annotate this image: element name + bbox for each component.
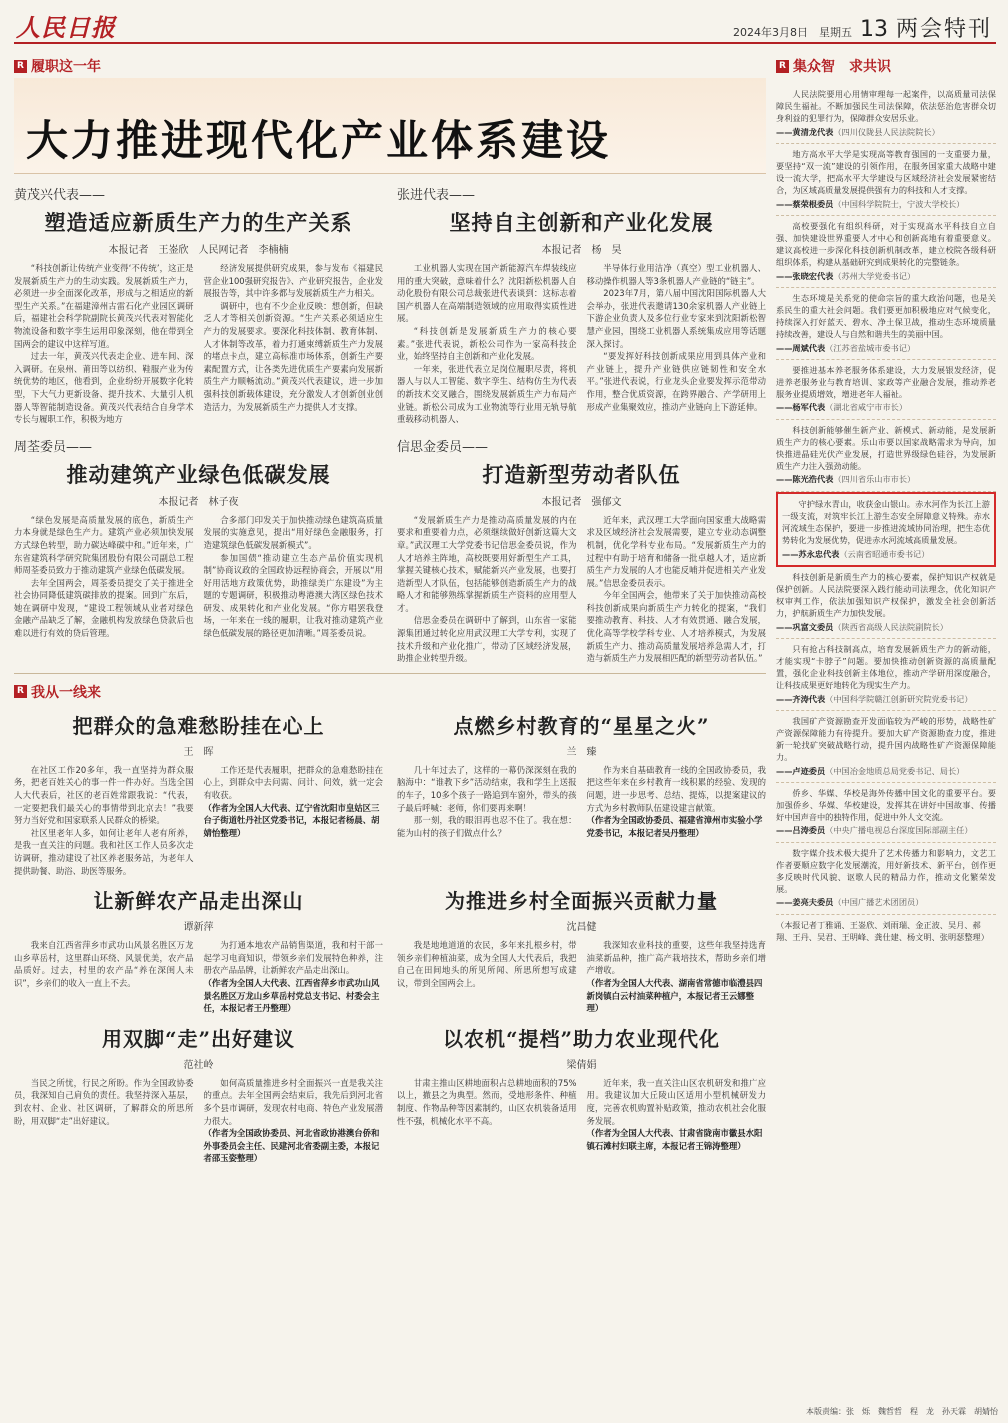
member-org: （苏州大学党委书记） [833,270,916,281]
author-note: （作者为全国人大代表、湖南省常德市临澧县四新岗镇白云村油菜种植户，本报记者王云娜整理） [586,977,763,1014]
article-rep: 周荃委员—— [14,439,93,455]
article-paragraph: 工业机器人实现在国产新能源汽车焊装线应用的重大突破，意味着什么？沈阳新松机器人自动化股份有限公司总裁张进代表谈到：这标志着国产机器人在高端制造领域的应用取得实质性进展。 [397,263,577,324]
opinion-item [776,216,996,288]
r-icon: R [14,60,27,73]
article-huang [14,184,383,426]
member-name: ——姜亮夫委员 [776,897,834,908]
opinion-text: 我国矿产资源勘查开发面临较为严峻的形势，战略性矿产资源保障能力有待提升。要加大矿产资源勘查力度，推进新一轮找矿突破战略行动，提升国内战略性矿产资源保障能力。 [776,715,996,763]
headline-banner [14,78,766,174]
opinion-item [776,360,996,420]
opinion-text: 地方高水平大学是实现高等教育强国的一支重要力量，要坚持“双一流”建设的引领作用，在服务国家重大战略中建设一流大学，把高水平大学建设与区域经济社会发展紧密结合，为区域高质量发展提供强有力的科技和人才支撑。 [776,148,996,196]
opinion-signature [776,342,996,354]
article-title: 打造新型劳动者队伍 [482,461,681,487]
page-headline: 大力推进现代化产业体系建设 [26,116,612,165]
section-tag-consensus [776,56,996,76]
article-paragraph: 几十年过去了，这样的一幕仍深深刻在我的脑海中：“谁教下乡”活动结束，我和学生上送报的车子，10多个孩子一路追到车窗外，带头的孩子最后呼喊：老师，你们要再来啊！ [397,764,577,813]
article-paragraph: 那一刻，我的眼泪再也忍不住了。我在想：能为山村的孩子们做点什么？ [397,815,577,838]
article-paragraph: 2023年7月，第八届中国沈阳国际机器人大会举办，张进代表邀请130余家机器人产业链上下游企业负责人及多位行业专家来到沈阳新松智慧产业园，围绕工业机器人系统集成应用等话题深入探讨。 [586,288,766,349]
newspaper-logo: 人民日报 [16,13,116,42]
article-author: 本报记者 强郁文 [541,496,622,508]
opinion-list [776,84,996,915]
article-paragraph: 为打通本地农产品销售渠道，我和村干部一起学习电商知识，带领乡亲们发展特色种养，注册农产品品牌，让新鲜农产品走出深山。 [203,940,383,976]
sidebar-column [776,56,996,943]
opinion-item [776,711,996,783]
frontline-article [397,1015,766,1165]
article-title: 把群众的急难愁盼挂在心上 [72,713,325,738]
opinion-signature [776,765,996,777]
article-title: 让新鲜农产品走出深山 [93,889,304,914]
article-author: 兰 臻 [566,746,597,758]
opinion-item [776,639,996,711]
opinion-signature [776,198,996,210]
article-paragraph: 在社区工作20多年，我一直坚持为群众服务，把老百姓关心的事一件一件办好。当选全国人大代表后，社区的老百姓常跟我说：“代表，一定要把我们最关心的事情带到北京去！”我要努力当好党和国家联系人民群众的桥梁。 [14,764,194,826]
member-name: ——陈光浩代表 [776,474,834,485]
article-xin [397,436,766,665]
member-name: ——杨军代表 [776,402,826,413]
article-author: 谭新萍 [183,922,214,934]
page-info [733,12,992,43]
opinion-item [776,567,996,639]
opinion-text: 人民法院要用心用情审理每一起案件，以高质量司法保障民生福祉。不断加强民生司法保障，依法惩治危害群众切身利益的犯罪行为，保障群众安居乐业。 [776,89,996,124]
r-icon: R [14,685,27,698]
member-org: （四川省乐山市市长） [833,474,916,485]
article-author: 本报记者 王崟欣 人民网记者 李楠楠 [108,245,289,256]
opinion-item [776,843,996,915]
section-frontline [14,682,766,1165]
article-paragraph: 当民之所忧，行民之所盼。作为全国政协委员，我深知自己肩负的责任。我坚持深入基层，到农村、企业、社区调研，了解群众的所思所盼，用双脚“走”出好建议。 [14,1077,194,1126]
member-name: ——卢迹委员 [776,765,826,776]
opinion-signature [776,621,996,633]
r-icon: R [776,60,789,73]
article-author: 范社岭 [183,1059,214,1071]
opinion-text: 侨乡、华媒、华校是海外传播中国文化的重要平台。要加强侨乡、华媒、华校建设，发挥其在讲好中国故事、传播好中国声音中的独特作用，促进中外人文交流。 [776,787,996,823]
article-rep: 张进代表—— [397,188,476,203]
article-author: 本报记者 杨 昊 [541,245,622,256]
author-note: （作者为全国人大代表、江西省萍乡市武功山风景名胜区万龙山乡草岳村党总支书记、村委会主任，本报记者王丹整理） [203,977,380,1014]
member-org: （陕西省高级人民法院副院长） [833,621,948,632]
article-title: 为推进乡村全面振兴贡献力量 [445,889,718,914]
section-tag-frontline [14,682,766,702]
article-zhang [397,184,766,426]
opinion-signature [776,896,996,908]
main-column [14,56,766,1165]
opinion-item [776,288,996,360]
article-paragraph: 今年全国两会，他带来了关于加快推动高校科技创新成果向新质生产力转化的提案，“我们要推动教育、科技、人才有效贯通、融合发展，优化高等学校学科专业、人才培养模式，为发展新质生产力、推动高质量发展培养急需人才，打造与新质生产力发展相匹配的新型劳动者队伍。” [586,590,766,664]
member-name: ——吕涛委员 [776,825,826,836]
opinion-signature [776,401,996,413]
author-note: （作者为全国人大代表、辽宁省沈阳市皇姑区三台子街道牡丹社区党委书记，本报记者杨晨、胡婧怡整理） [203,802,380,838]
opinion-text: 守护绿水青山，收获金山银山。赤水河作为长江上游一级支流，对筑牢长江上游生态安全屏障意义特殊。赤水河流域生态保护，要进一步推进流域协同治理，把生态优势转化为发展优势，促进赤水河流域高质量发展。 [782,498,990,546]
article-paragraph: 经济发展提供研究成果，参与发布《福建民营企业100强研究报告》、产业研究报告，企业发展报告等，其中许多都与发展新质生产力相关。 [203,263,383,299]
opinion-text: 数字媒介技术极大提升了艺术传播力和影响力，文艺工作者要顺应数字化发展潮流，用好新技术、新平台，创作更多反映时代风貌、讴歌人民的精品力作，推动文化繁荣发展。 [776,847,996,895]
member-org: （湖北省咸宁市市长） [825,402,908,413]
article-paragraph: “发展新质生产力是推动高质量发展的内在要求和重要着力点，必须继续做好创新这篇大文章。”武汉理工大学党委书记信思金委员说，作为人才培养主阵地，高校既要用好新型生产工具，掌握关键核心技术，赋能新兴产业发展，也要打造新型人才队伍，包括能够创造新质生产力的战略人才和能够熟练掌握新质生产资料的应用型人才。 [397,514,577,613]
frontline-article [14,877,383,1015]
article-paragraph: 我是地地道道的农民，多年来扎根乡村，带领乡亲们种植油菜，成为全国人大代表后，我把自己在田间地头的所见所闻、所思所想写成建议，带到全国两会上。 [397,940,577,988]
section-tag-label: 集众智 求共识 [793,59,891,75]
page-number: 13 [859,17,888,42]
member-name: ——齐涛代表 [776,693,826,704]
member-org: （中国科学院院士，宁波大学校长） [833,198,965,209]
article-paragraph: 近年来，武汉理工大学面向国家重大战略需求及区域经济社会发展需要，建立专业动态调整机制，优化学科专业布局。“发展新质生产力的过程中有助于培育和储备一批卓越人才，适应新质生产力发展的人才也能反哺并促进相关产业发展。”信思金委员表示。 [586,514,766,588]
article-title: 塑造适应新质生产力的生产关系 [44,210,353,235]
opinion-item [776,783,996,843]
article-paragraph: 一年来，张进代表立足岗位履职尽责，将机器人与以人工智能、数字孪生、结构仿生为代表的新技术交叉融合，围绕发展新质生产力布局产业链。新松公司成为工业物流等行业用无轨导航重载移动机器人、 [397,363,577,425]
article-title: 用双脚“走”出好建议 [101,1026,295,1051]
member-org: （云南省昭通市委书记） [839,548,930,559]
member-name: ——蔡荣根委员 [776,198,834,209]
article-paragraph: 近年来，我一直关注山区农机研发和推广应用。我建议加大丘陵山区适用小型机械研发力度，完善农机购置补贴政策，推动农机社会化服务发展。 [586,1077,766,1126]
member-name: ——苏永忠代表 [782,548,840,559]
article-title: 点燃乡村教育的“星星之火” [453,713,710,738]
member-org: （四川仪陇县人民法院院长） [833,126,940,137]
opinion-signature [782,548,990,560]
member-name: ——张晓宏代表 [776,270,834,281]
article-author: 梁倩娟 [566,1059,597,1071]
article-rep: 黄茂兴代表—— [14,188,106,203]
article-paragraph: 工作还是代表履职，把群众的急难愁盼挂在心上，到群众中去问需、问计、问效，就一定会有收获。 [203,764,383,801]
article-zhou [14,436,383,665]
author-note: （作者为全国政协委员、河北省政协港澳台侨和外事委员会主任、民建河北省委副主委，本报记者邵玉姿整理） [203,1128,380,1164]
article-paragraph: 半导体行业用洁净（真空）型工业机器人、移动操作机器人等3条机器人产业链的“链主”。 [586,263,766,286]
opinion-item [776,144,996,216]
frontline-article [14,702,383,877]
member-org: （江苏省盐城市委书记） [825,342,916,353]
member-name: ——周斌代表 [776,342,826,353]
article-paragraph: 合多部门印发关于加快推动绿色建筑高质量发展的实施意见，提出“用好绿色金融服务，打造建筑绿色低碳发展新模式”。 [203,514,383,550]
member-name: ——黄清龙代表 [776,126,834,137]
issue-date: 2024年3月8日 星期五 [732,26,852,39]
author-note: （作者为全国政协委员、福建省漳州市实验小学党委书记，本报记者吴丹整理） [586,815,763,838]
opinion-text: 科技创新是新质生产力的核心要素，保护知识产权就是保护创新。人民法院要深入践行能动司法理念，优化知识产权审判工作，依法加强知识产权保护，激发全社会创新活力，护航新质生产力加快发展。 [776,571,996,619]
frontline-article [397,702,766,877]
opinion-signature [776,473,996,485]
opinion-signature [776,693,996,705]
opinion-item-highlighted [776,492,996,567]
member-org: （中国冶金地质总局党委书记、局长） [825,765,965,776]
article-paragraph: 过去一年，黄茂兴代表走企业、进车间、深入调研。在泉州、莆田等以纺织、鞋服产业为传统优势的地区，他看到，企业纷纷开展数字化转型，下大气力更新设备、提升技术、大量引人机器人等智能制造设备。黄茂兴代表结合自身学术专长与履职工作，积极为地方 [14,351,194,425]
opinion-text: 科技创新能够催生新产业、新模式、新动能，是发展新质生产力的核心要素。乐山市要以国家战略需求为导向，加快推进晶硅光伏产业发展，打造世界级绿色硅谷，为发展新质生产力注入强劲动能。 [776,424,996,472]
article-paragraph: 作为来自基础教育一线的全国政协委员，我把这些年来在乡村教育一线积累的经验、发现的问题，进一步思考、总结、提炼，以提案建议的方式为乡村教师队伍建设建言献策。 [586,764,766,813]
author-note: （作者为全国人大代表、甘肃省陇南市徽县水阳镇石滩村妇联主席，本报记者王锦涛整理） [586,1128,763,1151]
opinion-item [776,420,996,492]
member-org: （中央广播电视总台深度国际部副主任） [825,825,973,836]
opinion-text: 生态环境是关系党的使命宗旨的重大政治问题，也是关系民生的重大社会问题。我们要更加积极地应对气候变化，持续深入打好蓝天、碧水、净土保卫战，推动生态环境质量持续改善，建设人与自然和谐共生的美丽中国。 [776,292,996,340]
article-rep: 信思金委员—— [397,439,489,455]
article-paragraph: “要发挥好科技创新成果应用到具体产业和产业链上，提升产业链供应链韧性和安全水平。”张进代表说，行业龙头企业要发挥示范带动作用，整合优质资源，在跨界融合、产学研用上形成产业集聚效应，推动产业链向上下游延伸。 [586,351,766,412]
page-category: 两会特刊 [895,17,992,42]
article-paragraph: “科技创新是发展新质生产力的核心要素。”张进代表说，新松公司作为一家高科技企业，始终坚持自主创新和产业化发展。 [397,325,577,362]
section-tag-label: 我从一线来 [31,684,101,701]
article-paragraph: 甘肃主推山区耕地面积占总耕地面积的75%以上，撤县之为典型。然而，受地形条件、种植制度、作物品种等因素制约，山区农机装备适用性不强，机械化水平不高。 [397,1077,577,1126]
opinion-text: 要推进基本养老服务体系建设，大力发展银发经济，促进养老服务业与教育培训、家政等产业融合发展，推动养老服务业提质增效，增进老年人福祉。 [776,364,996,400]
opinion-signature [776,126,996,138]
member-name: ——巩富文委员 [776,621,834,632]
frontline-article [397,877,766,1015]
editor-credits: 本版责编：张 烁 魏哲哲 程 龙 孙天霖 胡婧怡 [806,1407,998,1416]
article-author: 沈昌健 [566,922,597,934]
member-org: （中国科学院赣江创新研究院党委书记） [825,693,973,704]
frontline-article [14,1015,383,1165]
opinion-text: 高校要强化有组织科研，对于实现高水平科技自立自强、加快建设世界重要人才中心和创新高地有着重要意义。建议高校进一步深化科技创新机制改革，建立校院各级科研组织体系，构建从基础研究到成果转化的完整链条。 [776,220,996,268]
article-paragraph: 如何高质量推进乡村全面振兴一直是我关注的重点。去年全国两会结束后，我先后到河北省多个县市调研，发现农村电商、特色产业发展潜力很大。 [203,1077,383,1126]
article-author: 本报记者 林子夜 [158,496,239,508]
article-title: 以农机“提档”助力农业现代化 [442,1026,720,1051]
opinion-signature [776,824,996,836]
article-paragraph: “绿色发展是高质量发展的底色，新质生产力本身就是绿色生产力。建筑产业必须加快发展方式绿色转型，助力碳达峰碳中和。”近年来，广东省建筑科学研究院集团股份有限公司副总工程师周荃委员致力于推动建筑产业绿色低碳发展。 [14,514,194,576]
opinion-item [776,84,996,144]
article-title: 坚持自主创新和产业化发展 [449,210,714,235]
article-paragraph: 社区里老年人多，如何让老年人老有所养，是我一直关注的问题。我和社区工作人员多次走访调研，推动建设了社区养老服务站，为老年人提供助餐、助浴、助医等服务。 [14,827,194,876]
masthead [14,6,996,44]
opinion-text: 只有抢占科技制高点，培育发展新质生产力的新动能，才能实现“卡脖子”问题。要加快推动创新资源的高质量配置，强化企业科技创新主体地位，推动产学研用深度融合，让科技成果更好地转化为现实生产力。 [776,643,996,691]
section-tag-performance [14,56,766,76]
article-paragraph: 去年全国两会，周荃委员提交了关于推进全社会协同降低建筑碳排放的提案。回到广东后，她在调研中发现，“建设工程领域从业者对绿色金融产品缺乏了解，金融机构发放绿色贷款后也难以进行有效的贷后管理。 [14,577,194,639]
article-paragraph: 我深知农业科技的重要，这些年我坚持选育油菜新品种，推广高产栽培技术，帮助乡亲们增产增收。 [586,940,766,976]
member-org: （中国广播艺术团团员） [833,897,924,908]
article-paragraph: 调研中，也有不少企业反映：想创新，但缺乏人才等相关创新资源。“生产关系必须适应生产力的发展要求。要深化科技体制、教育体制、人才体制等改革，着力打通束缚新质生产力发展的堵点卡点，建立高标准市场体系，创新生产要素配置方式，让各类先进优质生产要素向发展新质生产力顺畅流动。”黄茂兴代表建议，进一步加强科技创新载体建设，充分激发人才创新创业创造活力，为发展新质生产力提供人才支撑。 [203,300,383,412]
section-divider [14,673,766,674]
compiler-credits: （本报记者丁雅诵、王崟欣、刘雨瑞、金正波、吴月、郝翔、王丹、吴君、王明峰、龚仕建、杨文明、张明瑟整理） [776,919,989,942]
article-paragraph: 我来自江西省萍乡市武功山风景名胜区万龙山乡草岳村，这里群山环绕、风景优美，农产品品质好。过去，村里的农产品“养在深闺人未识”，乡亲们的收入一直上不去。 [14,940,194,988]
opinion-signature [776,270,996,282]
article-author: 王 晖 [183,746,214,758]
article-title: 推动建筑产业绿色低碳发展 [66,461,331,487]
article-paragraph: “科技创新让传统产业变得‘不传统’，这正是发展新质生产力的生动实践。发展新质生产力，必须进一步全面深化改革，形成与之相适应的新型生产关系。”在福建漳州古雷石化产业园区调研后，福建社会科学院副院长黄茂兴代表对智能化物流设备和数字孪生运用印象深刻，他在带到全国两会的建议中这样写道。 [14,263,194,349]
section-tag-label: 履职这一年 [31,59,101,75]
article-paragraph: 信思金委员在调研中了解到，山东省一家能源集团通过转化应用武汉理工大学专利，实现了技术升级和产业化推广，带动了区域经济发展，助推企业转型升级。 [397,615,577,664]
article-paragraph: 参加国债“推动建立生态产品价值实现机制”协商议政的全国政协远程协商会，开展以“用好用活地方政策优势，助推绿美广东建设”为主题的专题调研，积极推动粤港澳大湾区绿色技术研发、成果转化和产业化发展。“你方唱罢我登场，一年来在一线的履职，让我对推动建筑产业绿色低碳发展的路径更加清晰。”周荃委员说。 [203,552,383,639]
